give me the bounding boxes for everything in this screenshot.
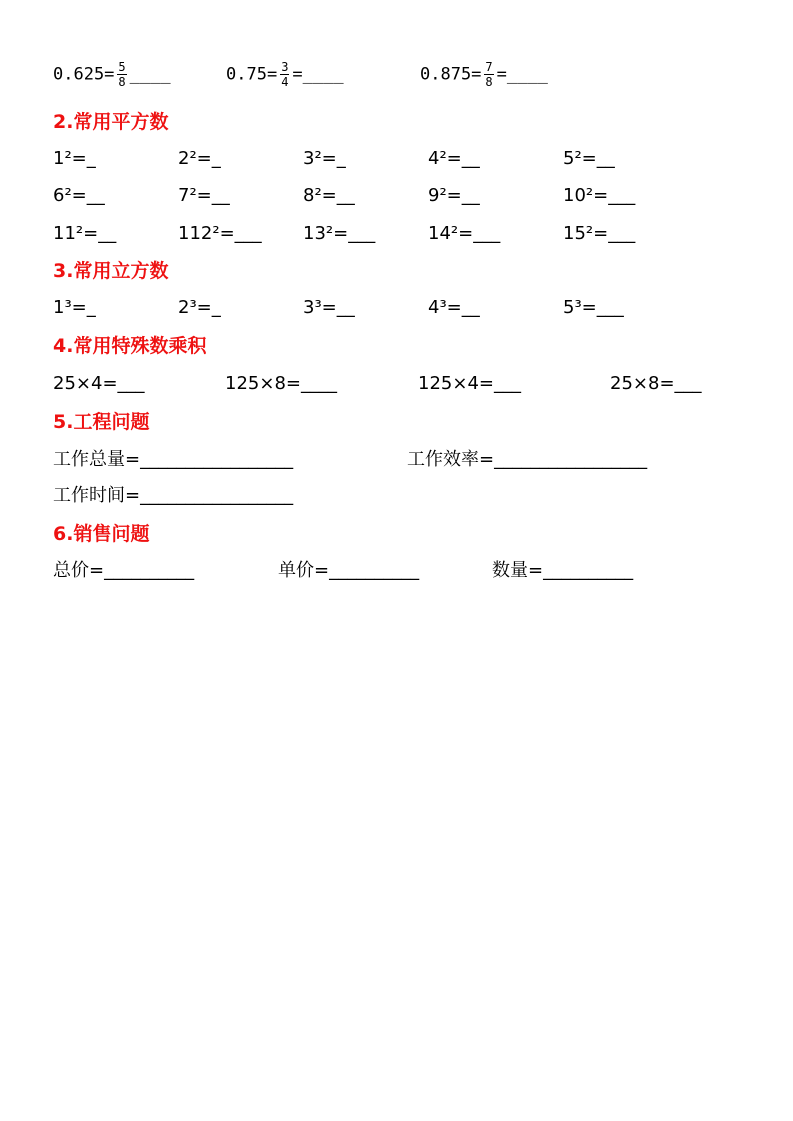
work-time-formula: 工作时间=_________________ [53,485,294,506]
product-item: 125×8=____ [225,373,337,394]
total-price-formula: 总价=__________ [53,560,195,581]
denominator: 8 [485,75,493,89]
squares-row-1 [0,148,793,178]
numerator: 3 [281,60,289,74]
squares-row-2 [0,185,793,215]
square-item: 5²=__ [563,148,615,169]
square-item: 2²=_ [178,148,221,169]
answer-blank: =____ [496,64,548,85]
engineering-row-2 [0,485,793,515]
square-item: 3²=_ [303,148,346,169]
square-item: 4²=__ [428,148,480,169]
squares-row-3 [0,223,793,253]
numerator: 5 [118,60,126,74]
square-item: 11²=__ [53,223,117,244]
fraction [117,60,126,89]
square-item: 10²=___ [563,185,636,206]
fraction-item-1 [53,60,171,89]
square-item: 9²=__ [428,185,480,206]
quantity-formula: 数量=__________ [492,560,634,581]
numerator: 7 [485,60,493,74]
square-item: 15²=___ [563,223,636,244]
square-item: 7²=__ [178,185,230,206]
section-heading-sales: 6.销售问题 [53,523,150,545]
square-item: 14²=___ [428,223,501,244]
fraction [484,60,493,89]
answer-blank: ____ [129,64,171,85]
square-item: 13²=___ [303,223,376,244]
answer-blank: =____ [292,64,344,85]
square-item: 6²=__ [53,185,105,206]
fraction-item-2 [226,60,344,89]
fraction-prefix: 0.875= [420,64,482,85]
engineering-row-1 [0,449,793,479]
cube-item: 3³=__ [303,297,355,318]
section-heading-products: 4.常用特殊数乘积 [53,335,207,357]
product-item: 25×4=___ [53,373,145,394]
work-efficiency-formula: 工作效率=_________________ [407,449,648,470]
fraction-item-3 [420,60,548,89]
square-item: 112²=___ [178,223,262,244]
section-heading-cubes: 3.常用立方数 [53,260,169,282]
unit-price-formula: 单价=__________ [278,560,420,581]
square-item: 8²=__ [303,185,355,206]
sales-row [0,560,793,590]
section-heading-squares: 2.常用平方数 [53,111,169,133]
work-total-formula: 工作总量=_________________ [53,449,294,470]
fraction-prefix: 0.625= [53,64,115,85]
fraction-row [0,60,793,90]
cube-item: 5³=___ [563,297,624,318]
cubes-row [0,297,793,327]
cube-item: 1³=_ [53,297,96,318]
products-row [0,373,793,403]
cube-item: 2³=_ [178,297,221,318]
denominator: 8 [118,75,126,89]
product-item: 125×4=___ [418,373,521,394]
cube-item: 4³=__ [428,297,480,318]
square-item: 1²=_ [53,148,96,169]
section-heading-engineering: 5.工程问题 [53,411,150,433]
denominator: 4 [281,75,289,89]
fraction-prefix: 0.75= [226,64,278,85]
fraction [280,60,289,89]
product-item: 25×8=___ [610,373,702,394]
